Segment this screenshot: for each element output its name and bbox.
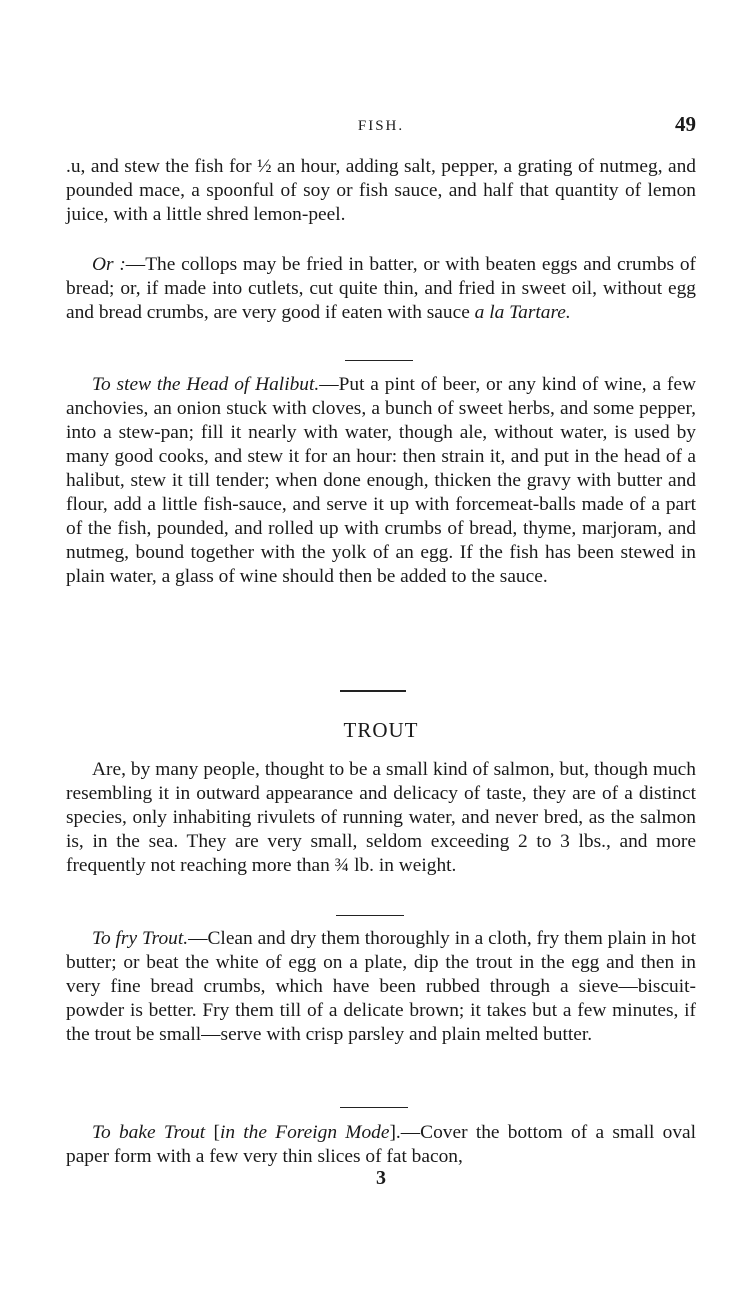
recipe-body: —Cover the bottom of a small oval paper form with a few very thin slices of fat bacon, (66, 1122, 697, 1167)
short-divider (336, 915, 404, 916)
paragraph-lead: Or : (92, 254, 126, 275)
recipe-body: —Clean and dry them thoroughly in a cloth, fry them plain in hot butter; or beat the white of egg on a plate, dip the trout in the egg and then in very fine bread crumbs, which have been rubbed through a sieve—biscuit-powder is better. Fry them till of a delicate brown; it takes but a few minutes, if the trout be small—serve with crisp parsley and plain melted butter. (66, 928, 696, 1045)
paragraph-collops (66, 253, 696, 325)
short-divider (340, 1107, 408, 1108)
recipe-subtitle: in the Foreign Mode (219, 1122, 390, 1143)
recipe-title: To fry Trout. (92, 928, 189, 949)
paragraph-trout-intro: Are, by many people, thought to be a small kind of salmon, but, though much resembling it in outward appearance and delicacy of taste, they are of a distinct species, only inhabiting rivulets of running water, and never bred, as the salmon is, in the sea. They are very small, seldom exceeding 2 to 3 lbs., and more frequently not reaching more than ¾ lb. in weight. (66, 759, 696, 876)
bracket-open: [ (205, 1122, 220, 1143)
bracket-close: ]. (389, 1122, 401, 1143)
paragraph-body: —The collops may be fried in batter, or with beaten eggs and crumbs of bread; or, if made into cutlets, cut quite thin, and fried in sweet oil, without egg and bread crumbs, are very good if eaten with sauce (66, 254, 697, 323)
page-header (66, 112, 696, 142)
short-divider (345, 360, 413, 361)
printer-signature: 3 (376, 1167, 386, 1189)
paragraph-bake-trout (66, 1121, 696, 1169)
recipe-body: —Put a pint of beer, or any kind of wine, a few anchovies, an onion stuck with cloves, a bunch of sweet herbs, and some pepper, into a stew-pan; fill it nearly with water, though ale, without water, is used by many good cooks, and stew it for an hour: then strain it, and put in the head of a halibut, stew it till tender; when done enough, thicken the gravy with butter and flour, add a little fish-sauce, and serve it up with forcemeat-balls made of a part of the fish, pounded, and rolled up with crumbs of bread, thyme, marjoram, and nutmeg, bound together with the yolk of an egg. If the fish has been stewed in plain water, a glass of wine should then be added to the sauce. (66, 374, 696, 587)
section-title-trout: TROUT (343, 718, 419, 742)
paragraph-fry-trout (66, 927, 696, 1047)
section-divider (340, 690, 406, 692)
recipe-title: To bake Trout (92, 1122, 206, 1143)
page-number: 49 (675, 112, 696, 136)
recipe-title: To stew the Head of Halibut. (92, 374, 320, 395)
running-head: FISH. (357, 118, 405, 134)
paragraph-tail: a la Tartare. (474, 302, 571, 323)
paragraph-stew-fish: .u, and stew the fish for ½ an hour, adding salt, pepper, a grating of nutmeg, and pounded mace, a spoonful of soy or fish sauce, and half that quantity of lemon juice, with a little shred lemon-peel. (66, 156, 696, 225)
paragraph-halibut-head (66, 373, 696, 589)
